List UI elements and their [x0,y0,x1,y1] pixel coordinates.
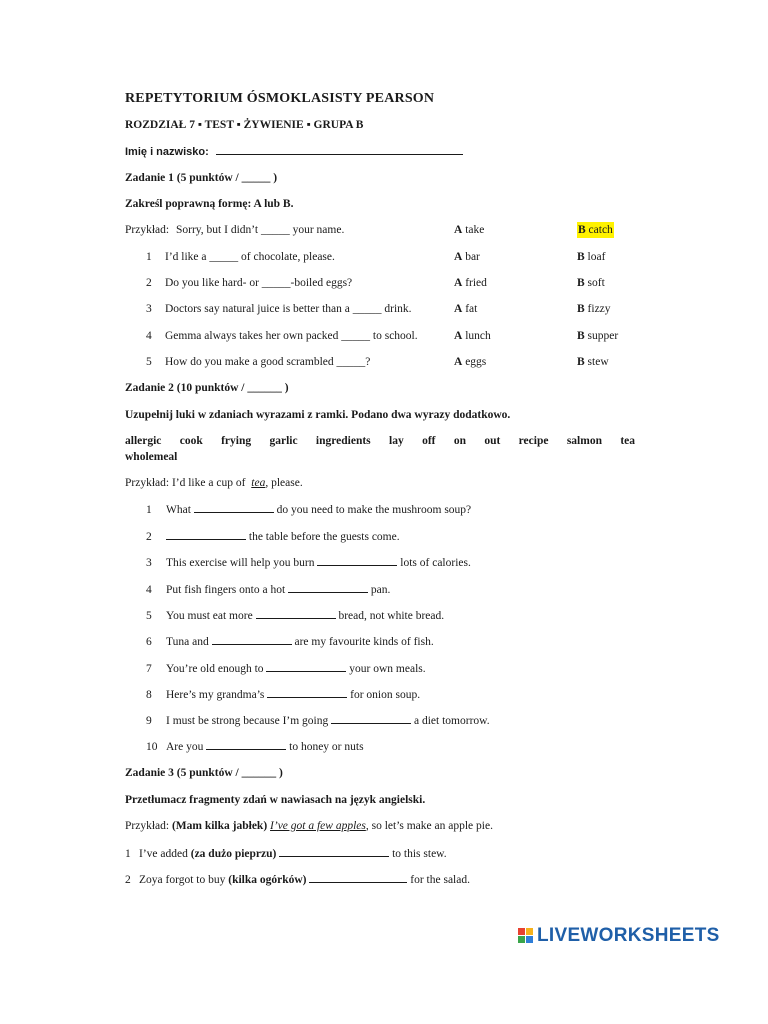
task2-heading: Zadanie 2 (10 punktów / ______ ) [125,382,289,394]
item-before: You’re old enough to [166,663,264,675]
item-before: You must eat more [166,610,253,622]
answer-blank[interactable] [256,607,336,619]
answer-blank[interactable] [288,581,368,593]
option-b[interactable]: B loaf [577,251,606,263]
word-bank-word: salmon [566,435,602,447]
name-label: Imię i nazwisko: [125,146,209,158]
task2-row [146,554,471,571]
word-bank-row [125,433,635,449]
item-number: 4 [146,330,152,342]
task2-row [146,712,490,729]
option-b[interactable]: B supper [577,330,619,342]
word-bank [125,433,635,465]
item-number: 5 [146,356,152,368]
item-before: Put fish fingers onto a hot [166,584,286,596]
task2-instruction: Uzupełnij luki w zdaniach wyrazami z ramki. Podano dwa wyrazy dodatkowo. [125,409,511,421]
task2-row [146,633,434,650]
item-before: Here’s my grandma’s [166,689,265,701]
task3-instruction: Przetłumacz fragmenty zdań w nawiasach na język angielski. [125,794,426,806]
task3-heading: Zadanie 3 (5 punktów / ______ ) [125,767,283,779]
item-before: What [166,504,191,516]
example-option-b-selected[interactable]: B catch [578,224,613,236]
word-bank-word: ingredients [315,435,371,447]
item-after: bread, not white bread. [338,610,445,622]
item-text: Doctors say natural juice is better than a _____ drink. [165,303,412,315]
answer-blank[interactable] [279,845,389,857]
item-number: 3 [146,303,152,315]
example-label: Przykład: [125,820,170,832]
task3-row [125,871,470,888]
logo-text: LIVEWORKSHEETS [537,925,720,946]
item-after: pan. [370,584,391,596]
item-after: to this stew. [392,848,447,860]
task1-instruction: Zakreśl poprawną formę: A lub B. [125,198,294,210]
name-input-line[interactable] [216,143,463,155]
item-after: are my favourite kinds of fish. [294,636,434,648]
word-bank-word: recipe [518,435,549,447]
liveworksheets-logo [518,925,720,947]
task2-row [146,501,471,518]
name-field-row [125,143,463,160]
task2-row [146,660,426,677]
word-bank-word: lay [389,435,404,447]
answer-blank[interactable] [166,528,246,540]
word-bank-word: allergic [125,435,162,447]
item-after: to honey or nuts [289,741,364,753]
word-bank-word: wholemeal [125,451,178,463]
option-b[interactable]: B soft [577,277,605,289]
answer-blank[interactable] [309,871,407,883]
item-number: 8 [146,689,152,701]
example-before: I’d like a cup of [171,477,246,489]
item-after: a diet tomorrow. [414,715,490,727]
item-after: lots of calories. [400,557,471,569]
page-subtitle: ROZDZIAŁ 7 ▪ TEST ▪ ŻYWIENIE ▪ GRUPA B [125,119,364,131]
item-before: I must be strong because I’m going [166,715,329,727]
word-bank-word: off [422,435,436,447]
task1-heading: Zadanie 1 (5 punktów / _____ ) [125,172,278,184]
word-bank-word: cook [179,435,203,447]
item-number: 2 [125,874,131,886]
example-option-a[interactable]: A take [454,224,485,236]
task2-row [146,738,364,755]
item-number: 7 [146,663,152,675]
liveworksheets-logo-icon [518,928,534,944]
item-number: 3 [146,557,152,569]
item-number: 1 [125,848,131,860]
option-b[interactable]: B fizzy [577,303,611,315]
option-a[interactable]: A bar [454,251,480,263]
item-after: for onion soup. [350,689,421,701]
word-bank-word: out [484,435,501,447]
answer-blank[interactable] [267,686,347,698]
item-before: Are you [166,741,204,753]
task2-row [146,686,420,703]
item-number: 1 [146,504,152,516]
answer-blank[interactable] [266,660,346,672]
item-polish: (za dużo pieprzu) [190,848,277,860]
item-polish: (kilka ogórków) [228,874,307,886]
task3-row [125,845,447,862]
example-after: , please. [265,477,303,489]
item-text: I’d like a _____ of chocolate, please. [165,251,335,263]
word-bank-word: garlic [269,435,298,447]
option-a[interactable]: A lunch [454,330,491,342]
example-label: Przykład: [125,477,170,489]
answer-blank[interactable] [194,501,274,513]
item-after: for the salad. [410,874,470,886]
item-text: How do you make a good scrambled _____? [165,356,371,368]
answer-blank[interactable] [331,712,411,724]
item-before: I’ve added [139,848,188,860]
item-before: Zoya forgot to buy [139,874,226,886]
item-text: Do you like hard- or _____-boiled eggs? [165,277,353,289]
answer-blank[interactable] [212,633,292,645]
option-b[interactable]: B stew [577,356,609,368]
example-answer: I’ve got a few apples [270,820,366,832]
option-a[interactable]: A fried [454,277,487,289]
option-a[interactable]: A eggs [454,356,487,368]
task2-row [146,528,400,545]
example-after: , so let’s make an apple pie. [365,820,493,832]
word-bank-word: frying [221,435,252,447]
task2-example [125,475,303,491]
answer-blank[interactable] [317,554,397,566]
word-bank-word: on [453,435,466,447]
item-text: Gemma always takes her own packed _____ to school. [165,330,418,342]
item-after: do you need to make the mushroom soup? [276,504,472,516]
page-title: REPETYTORIUM ÓSMOKLASISTY PEARSON [125,91,435,106]
item-number: 1 [146,251,152,263]
option-a[interactable]: A fat [454,303,478,315]
example-text: Sorry, but I didn’t _____ your name. [176,224,345,236]
task3-example [125,818,493,834]
example-answer: tea [251,477,266,489]
item-before: Tuna and [166,636,209,648]
item-after: your own meals. [349,663,426,675]
item-number: 2 [146,531,152,543]
item-number: 9 [146,715,152,727]
answer-blank[interactable] [206,738,286,750]
item-number: 2 [146,277,152,289]
item-number: 6 [146,636,152,648]
item-after: the table before the guests come. [248,531,400,543]
item-number: 5 [146,610,152,622]
item-number: 10 [146,741,158,753]
example-polish: (Mam kilka jabłek) [171,820,268,832]
word-bank-word: tea [620,435,635,447]
example-label: Przykład: [125,224,170,236]
task2-row [146,581,390,598]
item-before: This exercise will help you burn [166,557,315,569]
item-number: 4 [146,584,152,596]
task2-row [146,607,444,624]
